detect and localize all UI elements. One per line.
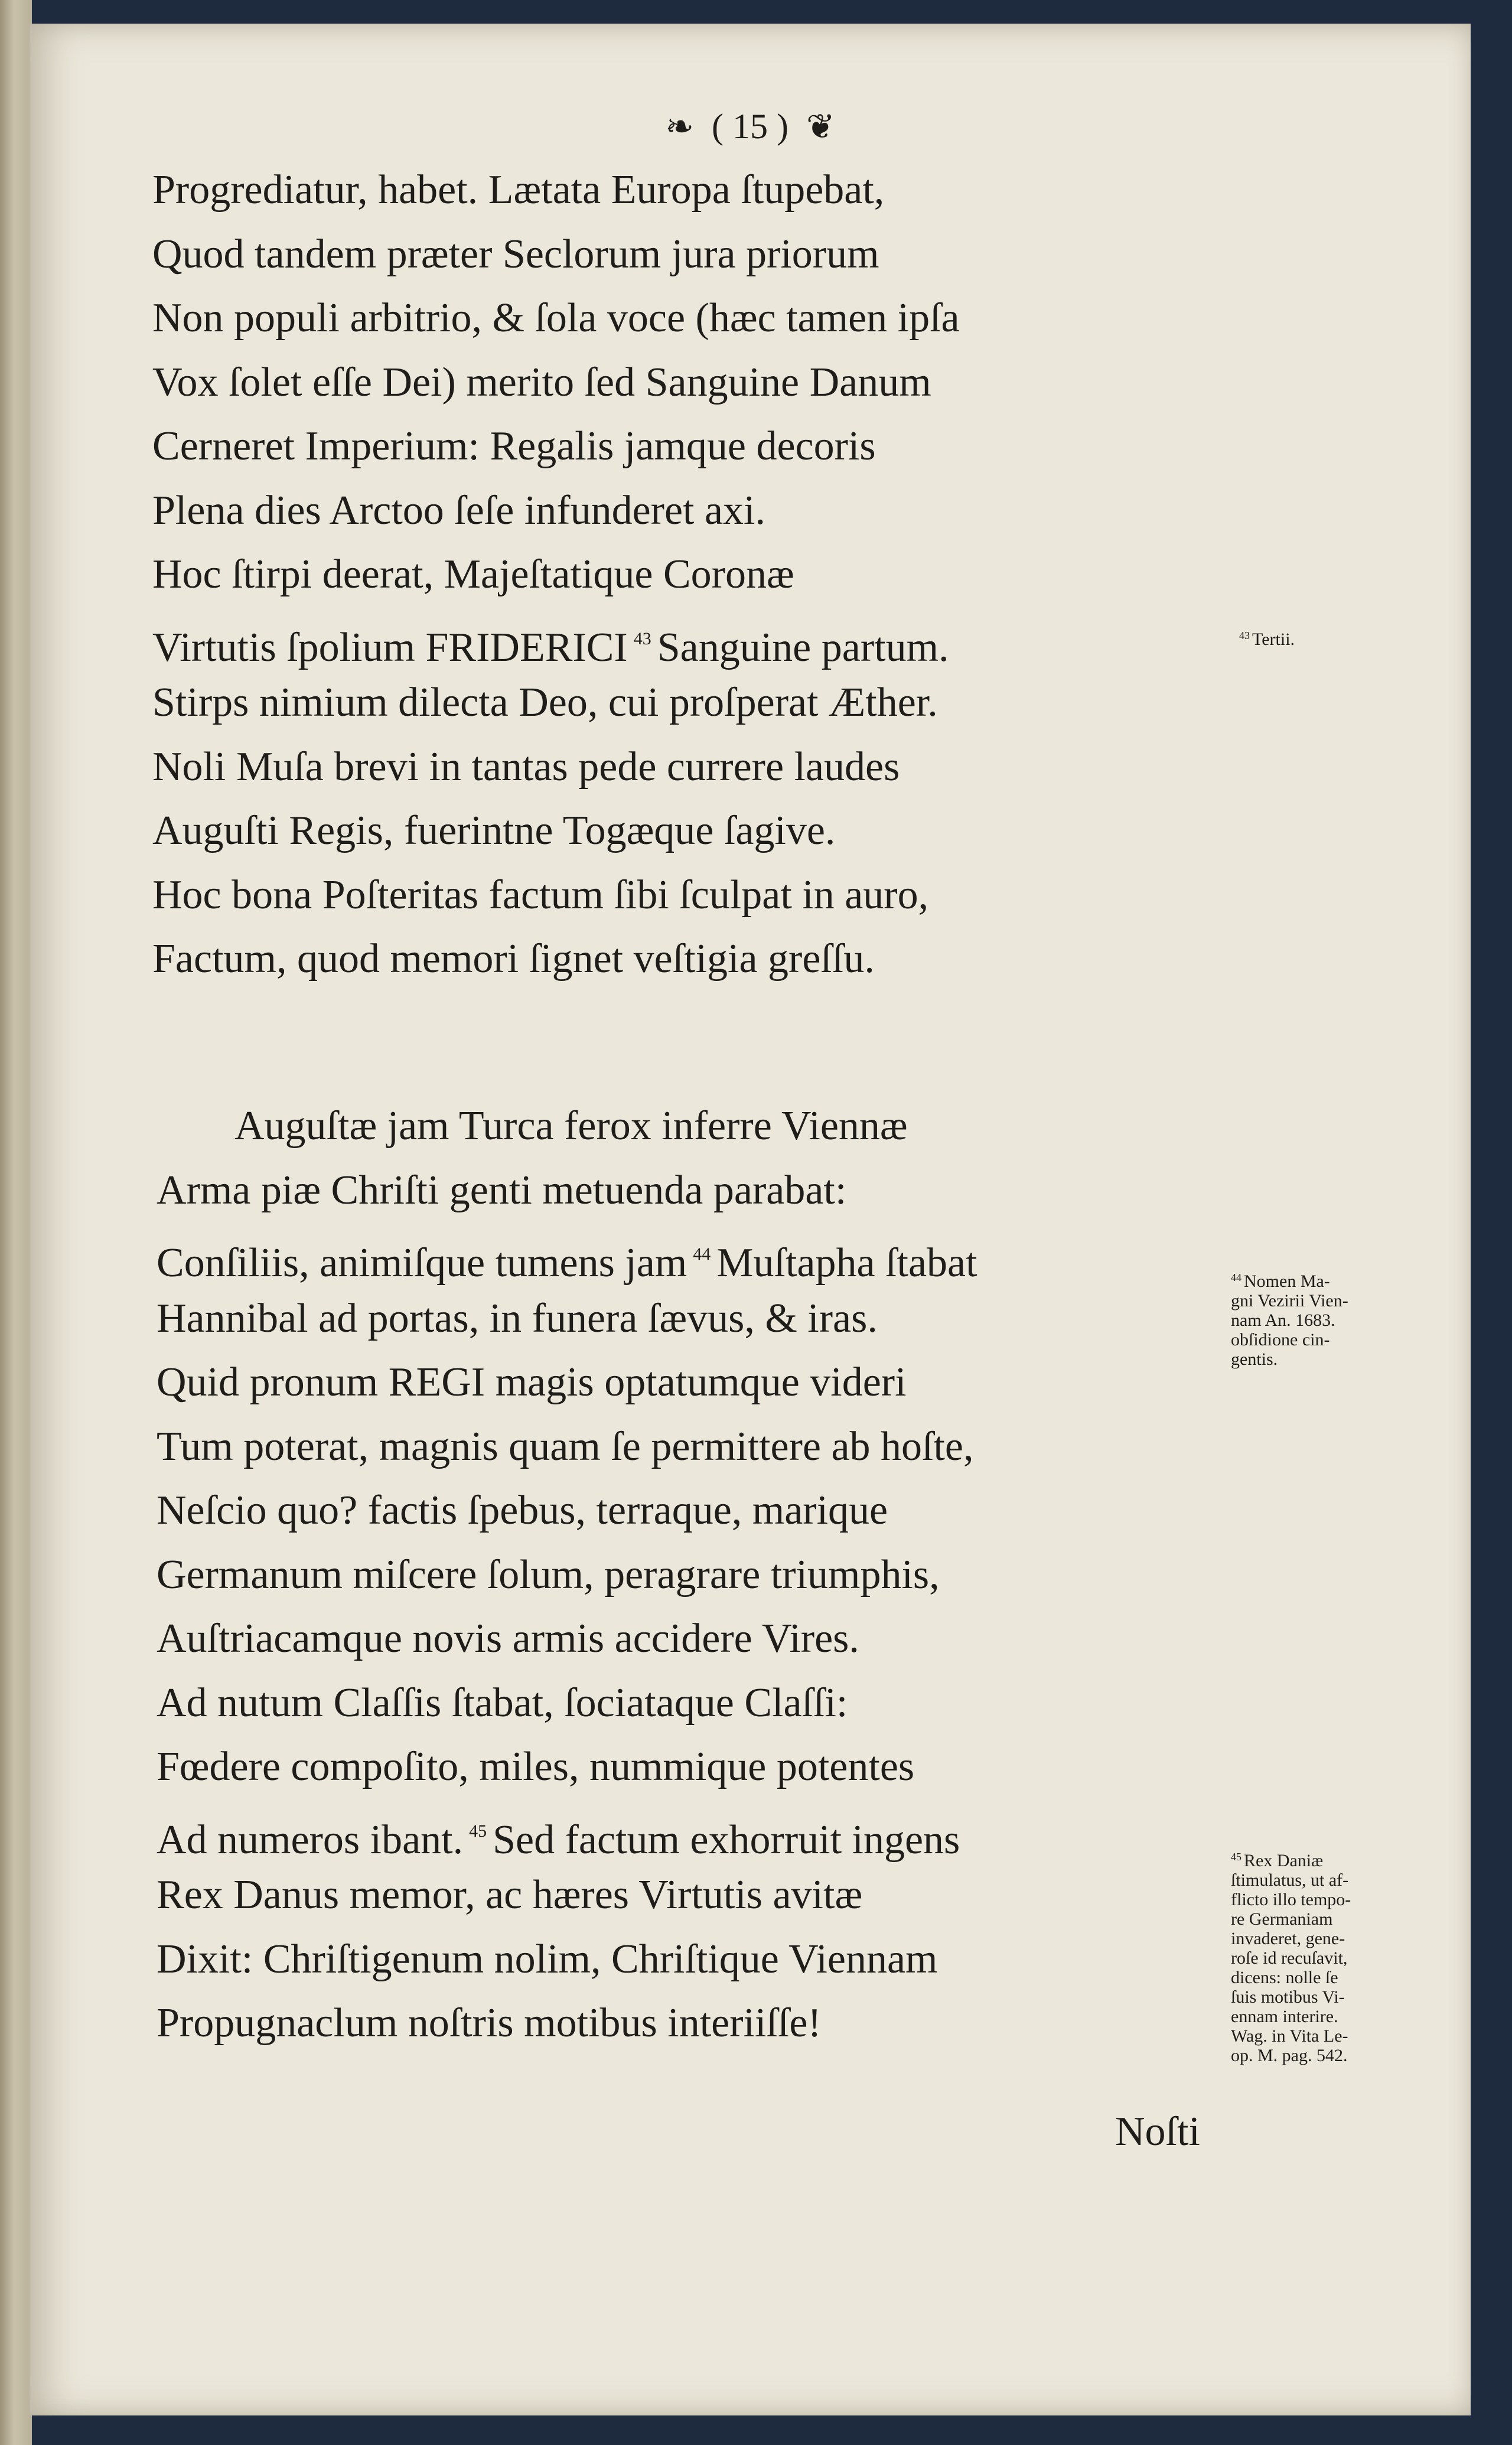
footnote-text: Rex Daniæ xyxy=(1244,1851,1324,1870)
footnote-line: flicto illo tempo- xyxy=(1231,1890,1351,1909)
footnote-text: Tertii. xyxy=(1252,630,1295,649)
footnote-reference: 45 xyxy=(469,1821,487,1841)
verse-line: Auſtriacamque novis armis accidere Vires. xyxy=(157,1616,859,1661)
verse-text: Conſiliis, animiſque tumens jam xyxy=(157,1240,687,1286)
footnote-line: ſuis motibus Vi- xyxy=(1231,1987,1345,2007)
footnote-line xyxy=(1231,1268,1348,1291)
footnote-line: obſidione cin- xyxy=(1231,1330,1330,1349)
footnote-reference: 43 xyxy=(633,628,651,648)
verse-line: Progrediatur, habet. Lætata Europa ſtupebat, xyxy=(152,167,885,213)
page-header xyxy=(30,106,1471,147)
verse-line: Fœdere compoſito, miles, nummique potentes xyxy=(157,1744,915,1789)
footnote-line: invaderet, gene- xyxy=(1231,1929,1345,1948)
footnote-line: nam An. 1683. xyxy=(1231,1310,1335,1330)
verse-line: Hoc bona Poſteritas factum ſibi ſculpat in auro, xyxy=(152,872,929,918)
previous-page-edge xyxy=(0,0,32,2445)
footnote-line: dicens: nolle ſe xyxy=(1231,1968,1338,1987)
footnote-number: 44 xyxy=(1231,1272,1241,1283)
footnote-line: ennam interire. xyxy=(1231,2007,1338,2026)
verse-line: Vox ſolet eſſe Dei) merito ſed Sanguine Danum xyxy=(152,359,931,405)
verse-line: Arma piæ Chriſti genti metuenda parabat: xyxy=(157,1167,847,1213)
footnote-45 xyxy=(1231,1847,1351,2065)
verse-stanza-2 xyxy=(157,1094,977,2056)
footnote-number: 45 xyxy=(1231,1851,1241,1863)
footnote-line xyxy=(1231,1847,1351,1870)
footnote-reference: 44 xyxy=(693,1244,711,1264)
verse-line: Stirps nimium dilecta Deo, cui proſperat Æther. xyxy=(152,680,938,725)
page-number: ( 15 ) xyxy=(712,107,788,146)
right-ornament-icon: ❦ xyxy=(806,107,835,146)
verse-line: Dixit: Chriſtigenum nolim, Chriſtique Viennam xyxy=(157,1936,938,1982)
verse-text: Muſtapha ſtabat xyxy=(716,1240,977,1286)
verse-text: Virtutis ſpolium FRIDERICI xyxy=(152,624,628,670)
verse-line: Neſcio quo? factis ſpebus, terraque, marique xyxy=(157,1488,888,1533)
footnote-line: gentis. xyxy=(1231,1349,1278,1369)
verse-line: Hannibal ad portas, in funera ſævus, & iras. xyxy=(157,1295,878,1341)
footnote-line: gni Vezirii Vien- xyxy=(1231,1291,1348,1310)
footnote-line: Wag. in Vita Le- xyxy=(1231,2026,1348,2046)
verse-line: Auguſti Regis, fuerintne Togæque ſagive. xyxy=(152,808,836,853)
verse-text: Sanguine partum. xyxy=(657,624,949,670)
verse-line: Non populi arbitrio, & ſola voce (hæc tamen ipſa xyxy=(152,295,960,341)
verse-line: Rex Danus memor, ac hæres Virtutis avitæ xyxy=(157,1872,863,1918)
verse-stanza-1 xyxy=(152,158,960,992)
footnote-line xyxy=(1239,626,1295,649)
verse-text: Sed factum exhorruit ingens xyxy=(493,1817,960,1863)
footnote-text: Nomen Ma- xyxy=(1244,1272,1330,1291)
footnote-line: re Germaniam xyxy=(1231,1909,1333,1929)
left-ornament-icon: ❧ xyxy=(665,107,695,146)
verse-line: Noli Muſa brevi in tantas pede currere laudes xyxy=(152,744,900,790)
footnote-line: ſtimulatus, ut af- xyxy=(1231,1870,1349,1890)
footnote-43 xyxy=(1239,626,1295,649)
verse-line: Factum, quod memori ſignet veſtigia greſſu. xyxy=(152,936,875,982)
verse-line xyxy=(157,1799,977,1864)
catchword: Noſti xyxy=(1115,2109,1200,2154)
verse-line xyxy=(152,607,960,671)
verse-line: Quod tandem præter Seclorum jura priorum xyxy=(152,231,879,277)
verse-line: Germanum miſcere ſolum, peragrare triumphis, xyxy=(157,1551,940,1598)
verse-line: Plena dies Arctoo ſeſe infunderet axi. xyxy=(152,487,766,533)
verse-line: Ad nutum Claſſis ſtabat, ſociataque Claſſi: xyxy=(157,1680,848,1726)
verse-line: Auguſtæ jam Turca ferox inferre Viennæ xyxy=(234,1103,908,1149)
verse-text: Ad numeros ibant. xyxy=(157,1817,464,1863)
verse-line: Cerneret Imperium: Regalis jamque decoris xyxy=(152,423,876,469)
verse-line: Quid pronum REGI magis optatumque videri xyxy=(157,1360,907,1405)
footnote-number: 43 xyxy=(1239,630,1250,641)
footnote-44 xyxy=(1231,1268,1348,1369)
book-page xyxy=(30,24,1471,2415)
footnote-line: op. M. pag. 542. xyxy=(1231,2046,1348,2065)
verse-line: Propugnaclum noſtris motibus interiiſſe! xyxy=(157,2000,822,2046)
verse-line: Hoc ſtirpi deerat, Majeſtatique Coronæ xyxy=(152,552,794,597)
verse-line: Tum poterat, magnis quam ſe permittere ab hoſte, xyxy=(157,1423,974,1469)
verse-line xyxy=(157,1222,977,1287)
footnote-line: roſe id recuſavit, xyxy=(1231,1948,1348,1968)
